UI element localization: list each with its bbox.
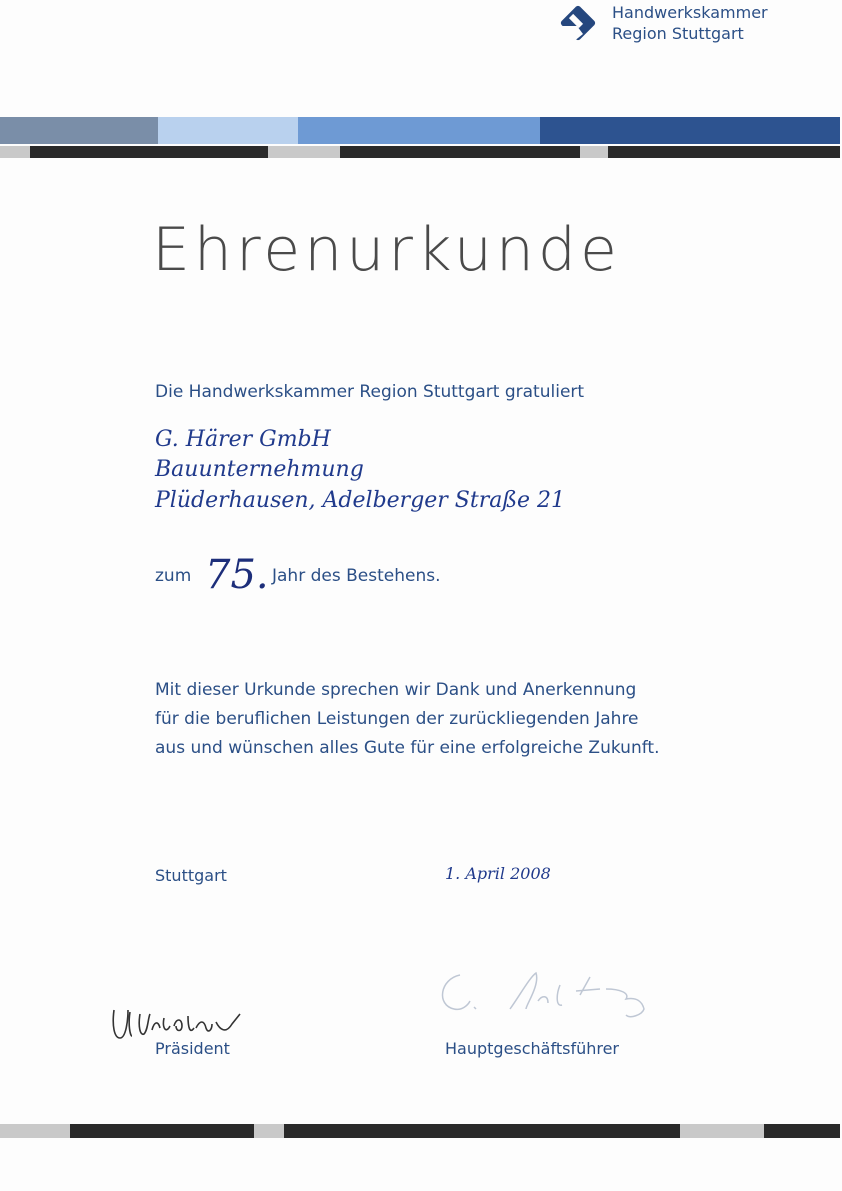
recipient-address: Plüderhausen, Adelberger Straße 21 xyxy=(155,488,566,513)
greeting-text: Die Handwerkskammer Region Stuttgart gratuliert xyxy=(155,382,585,402)
anniversary-suffix: Jahr des Bestehens. xyxy=(272,566,441,586)
recipient-trade: Bauunternehmung xyxy=(155,457,364,482)
document-title: Ehrenurkunde xyxy=(152,215,621,285)
org-name-line2: Region Stuttgart xyxy=(612,24,744,43)
date-text: 1. April 2008 xyxy=(445,864,551,883)
hwk-logo-icon xyxy=(557,4,597,44)
anniversary-number: 75. xyxy=(205,552,269,598)
manager-signature xyxy=(430,965,670,1025)
manager-role-label: Hauptgeschäftsführer xyxy=(445,1039,620,1058)
thanks-line: für die beruflichen Leistungen der zurückliegenden Jahre xyxy=(155,709,639,729)
president-role-label: Präsident xyxy=(155,1039,230,1058)
place-text: Stuttgart xyxy=(155,866,227,885)
recipient-name: G. Härer GmbH xyxy=(155,427,331,452)
anniversary-prefix: zum xyxy=(155,566,192,586)
thanks-line: aus und wünschen alles Gute für eine erfolgreiche Zukunft. xyxy=(155,738,660,758)
org-name-line1: Handwerkskammer xyxy=(612,3,768,22)
thanks-line: Mit dieser Urkunde sprechen wir Dank und Anerkennung xyxy=(155,680,637,700)
